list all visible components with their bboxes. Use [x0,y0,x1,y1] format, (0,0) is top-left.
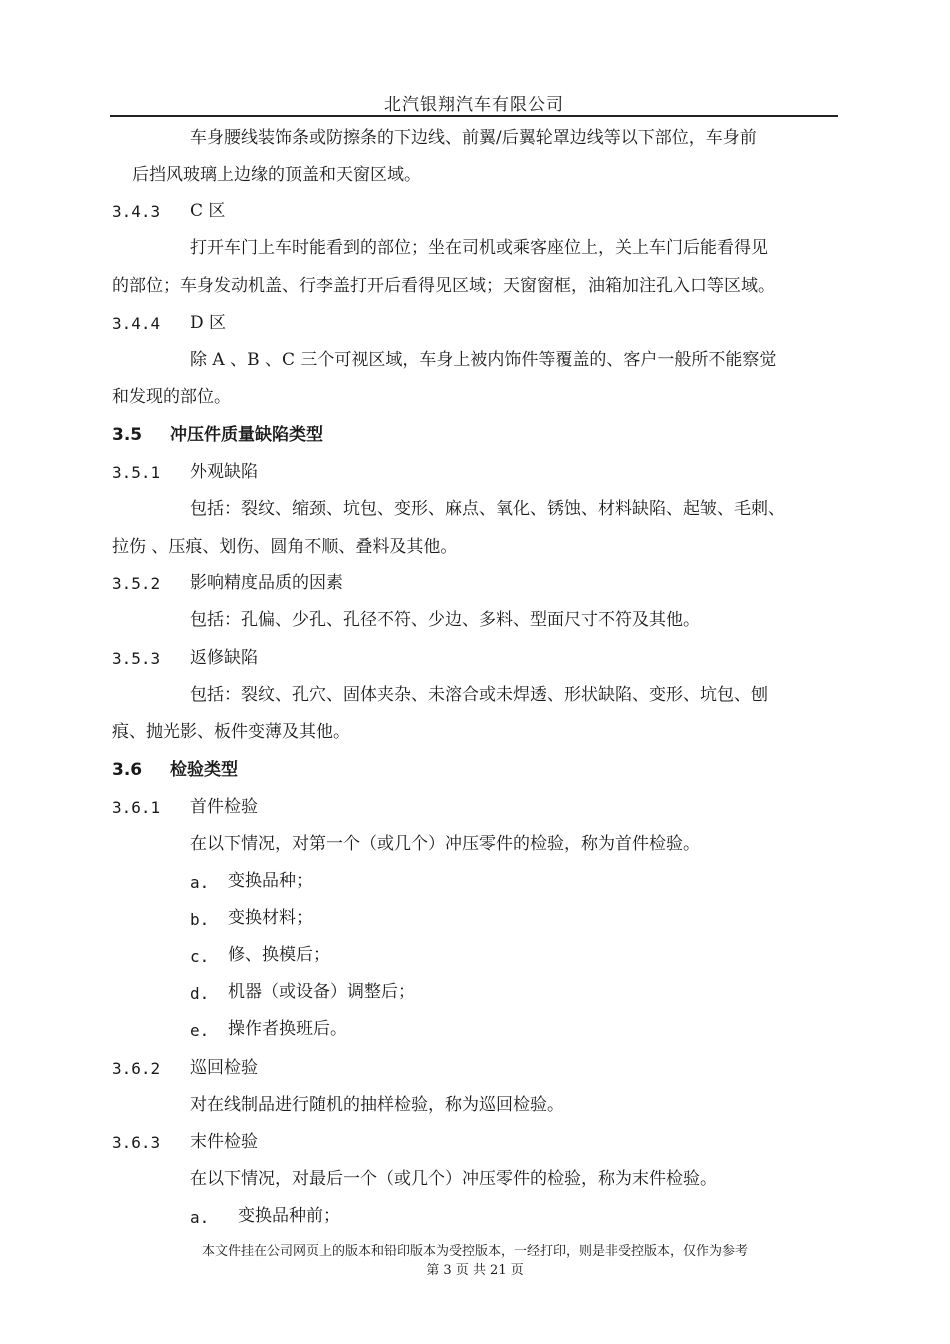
list-marker: d. [190,984,210,1003]
paragraph-line: 包括：裂纹、缩颈、坑包、变形、麻点、氧化、锈蚀、材料缺陷、起皱、毛刺、 [190,499,785,519]
list-item: 修、换模后； [228,945,330,965]
paragraph-line: 对在线制品进行随机的抽样检验，称为巡回检验。 [190,1095,564,1115]
section-title: 返修缺陷 [190,648,258,668]
paragraph-line: 和发现的部位。 [112,387,231,407]
list-item: 变换品种前； [238,1206,340,1226]
list-item: 变换品种； [228,871,313,891]
section-title: 影响精度品质的因素 [190,573,343,593]
paragraph-line: 后挡风玻璃上边缘的顶盖和天窗区域。 [132,165,421,185]
paragraph-line: 在以下情况，对第一个（或几个）冲压零件的检验，称为首件检验。 [190,834,700,854]
section-number: 3.6.3 [112,1133,161,1152]
section-title: 巡回检验 [190,1058,258,1078]
paragraph-line: 包括：裂纹、孔穴、固体夹杂、未溶合或未焊透、形状缺陷、变形、坑包、刨 [190,685,768,705]
document-header: 北汽银翔汽车有限公司 [384,95,564,115]
paragraph-line: 拉伤 、压痕、划伤、圆角不顺、叠料及其他。 [112,537,458,557]
paragraph-line: 除 A 、B 、C 三个可视区域，车身上被内饰件等覆盖的、客户一般所不能察觉 [190,350,777,370]
heading-title: 冲压件质量缺陷类型 [170,425,323,445]
section-title: 首件检验 [190,797,258,817]
paragraph-line: 痕、抛光影、板件变薄及其他。 [112,722,350,742]
paragraph-line: 的部位；车身发动机盖、行李盖打开后看得见区域；天窗窗框，油箱加注孔入口等区域。 [112,276,775,296]
heading-number: 3.5 [112,425,143,445]
paragraph-line: 包括：孔偏、少孔、孔径不符、少边、多料、型面尺寸不符及其他。 [190,610,700,630]
heading-title: 检验类型 [170,760,238,780]
list-item: 变换材料； [228,908,313,928]
section-title: C 区 [190,201,226,221]
footer-notice: 本文件挂在公司网页上的版本和铅印版本为受控版本，一经打印，则是非受控版本，仅作为参考 [201,1244,748,1259]
list-marker: c. [190,947,210,966]
list-marker: b. [190,910,210,929]
heading-number: 3.6 [112,760,143,780]
section-title: 末件检验 [190,1132,258,1152]
list-marker: a. [190,1208,210,1227]
section-number: 3.6.1 [112,798,161,817]
list-item: 操作者换班后。 [228,1019,347,1039]
paragraph-line: 打开车门上车时能看到的部位；坐在司机或乘客座位上，关上车门后能看得见 [190,238,768,258]
list-item: 机器（或设备）调整后； [228,982,415,1002]
section-number: 3.5.1 [112,463,161,482]
section-number: 3.6.2 [112,1059,161,1078]
list-marker: e. [190,1021,210,1040]
page-number: 第 3 页 共 21 页 [426,1263,524,1278]
section-title: D 区 [190,313,227,333]
section-number: 3.5.3 [112,649,161,668]
section-number: 3.4.4 [112,314,161,333]
list-marker: a. [190,873,210,892]
section-title: 外观缺陷 [190,462,258,482]
section-number: 3.4.3 [112,202,161,221]
paragraph-line: 车身腰线装饰条或防擦条的下边线、前翼/后翼轮罩边线等以下部位，车身前 [190,128,757,148]
paragraph-line: 在以下情况，对最后一个（或几个）冲压零件的检验，称为末件检验。 [190,1169,717,1189]
section-number: 3.5.2 [112,574,161,593]
header-divider [110,115,838,117]
